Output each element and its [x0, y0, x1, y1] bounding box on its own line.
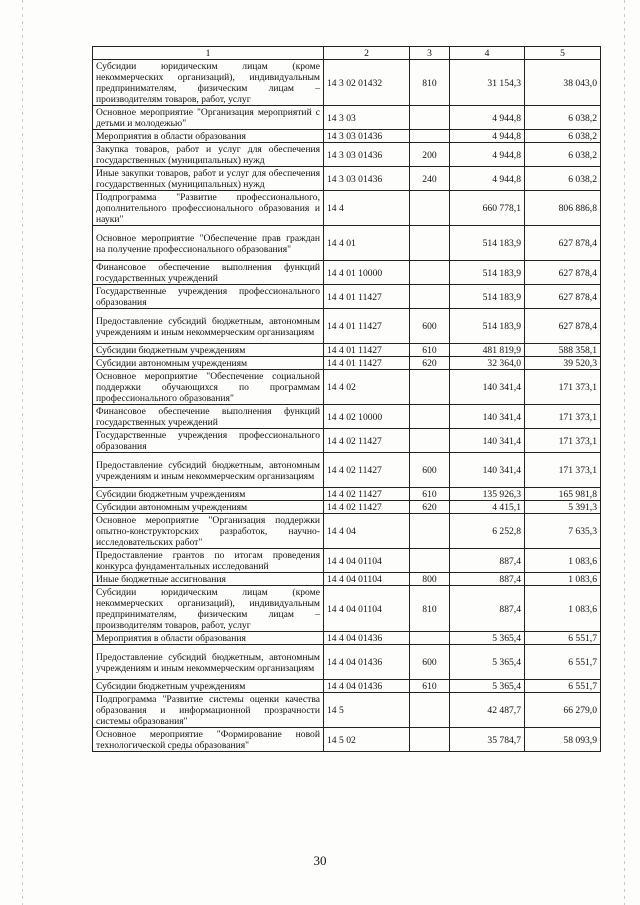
col5-value: 171 373,1 [525, 405, 601, 429]
table-row [93, 514, 601, 549]
name-cell: Мероприятия в области образования [93, 632, 324, 645]
col4-value: 31 154,3 [450, 60, 525, 106]
header-cell-5: 5 [525, 47, 601, 60]
left-scan-edge [22, 0, 23, 905]
col5-value: 627 878,4 [525, 226, 601, 261]
table-row [93, 143, 601, 167]
code-cell: 14 3 03 01436 [324, 130, 410, 143]
vr-cell [410, 106, 450, 130]
vr-cell: 800 [410, 573, 450, 586]
table-row [93, 191, 601, 226]
header-cell-1: 1 [93, 47, 324, 60]
col5-value: 6 551,7 [525, 645, 601, 680]
code-cell: 14 4 01 11427 [324, 344, 410, 357]
name-cell: Подпрограмма "Развитие профессионального, дополнительного профессионального образования и науки" [93, 191, 324, 226]
name-cell: Предоставление субсидий бюджетным, автономным учреждениям и иным некоммерческим организациям [93, 309, 324, 344]
name-cell: Мероприятия в области образования [93, 130, 324, 143]
header-row [93, 47, 601, 60]
col5-value: 58 093,9 [525, 728, 601, 752]
table-row [93, 549, 601, 573]
col4-value: 32 364,0 [450, 357, 525, 370]
name-cell: Предоставление грантов по итогам проведения конкурса фундаментальных исследований [93, 549, 324, 573]
table-row [93, 357, 601, 370]
col4-value: 5 365,4 [450, 632, 525, 645]
col4-value: 140 341,4 [450, 370, 525, 405]
vr-cell [410, 261, 450, 285]
code-cell: 14 4 01 [324, 226, 410, 261]
vr-cell: 620 [410, 501, 450, 514]
code-cell: 14 4 02 10000 [324, 405, 410, 429]
col4-value: 4 944,8 [450, 106, 525, 130]
col5-value: 171 373,1 [525, 370, 601, 405]
header-cell-4: 4 [450, 47, 525, 60]
vr-cell [410, 130, 450, 143]
vr-cell: 610 [410, 680, 450, 693]
vr-cell: 600 [410, 645, 450, 680]
vr-cell: 600 [410, 453, 450, 488]
col5-value: 627 878,4 [525, 309, 601, 344]
name-cell: Основное мероприятие "Обеспечение прав граждан на получение профессионального образования" [93, 226, 324, 261]
col5-value: 171 373,1 [525, 453, 601, 488]
table-row [93, 501, 601, 514]
code-cell: 14 4 04 [324, 514, 410, 549]
vr-cell [410, 226, 450, 261]
table-row [93, 106, 601, 130]
page-number: 30 [313, 853, 327, 868]
col4-value: 514 183,9 [450, 261, 525, 285]
header-cell-2: 2 [324, 47, 410, 60]
vr-cell: 600 [410, 309, 450, 344]
table-row [93, 405, 601, 429]
name-cell: Основное мероприятие "Организация мероприятий с детьми и молодежью" [93, 106, 324, 130]
code-cell: 14 4 04 01436 [324, 632, 410, 645]
table-row [93, 488, 601, 501]
col4-value: 5 365,4 [450, 680, 525, 693]
name-cell: Подпрограмма "Развитие системы оценки качества образования и информационной прозрачности системы образования" [93, 693, 324, 728]
col5-value: 165 981,8 [525, 488, 601, 501]
code-cell: 14 4 01 11427 [324, 285, 410, 309]
col5-value: 627 878,4 [525, 285, 601, 309]
col4-value: 660 778,1 [450, 191, 525, 226]
name-cell: Субсидии юридическим лицам (кроме некоммерческих организаций), индивидуальным предпринимателям, физическим лицам – производителям товаров, работ, услуг [93, 586, 324, 632]
code-cell: 14 4 02 [324, 370, 410, 405]
budget-table [92, 46, 601, 752]
vr-cell [410, 429, 450, 453]
table-row [93, 167, 601, 191]
code-cell: 14 4 02 11427 [324, 453, 410, 488]
vr-cell: 810 [410, 586, 450, 632]
code-cell: 14 4 [324, 191, 410, 226]
col4-value: 35 784,7 [450, 728, 525, 752]
table-row [93, 309, 601, 344]
table-row [93, 728, 601, 752]
vr-cell: 240 [410, 167, 450, 191]
vr-cell [410, 632, 450, 645]
vr-cell: 610 [410, 488, 450, 501]
name-cell: Закупка товаров, работ и услуг для обеспечения государственных (муниципальных) нужд [93, 143, 324, 167]
col5-value: 6 038,2 [525, 106, 601, 130]
col4-value: 481 819,9 [450, 344, 525, 357]
col4-value: 887,4 [450, 573, 525, 586]
col5-value: 6 038,2 [525, 130, 601, 143]
col5-value: 6 551,7 [525, 632, 601, 645]
col5-value: 1 083,6 [525, 573, 601, 586]
code-cell: 14 4 02 11427 [324, 429, 410, 453]
vr-cell [410, 370, 450, 405]
code-cell: 14 4 02 11427 [324, 488, 410, 501]
table-row [93, 285, 601, 309]
col4-value: 4 944,8 [450, 167, 525, 191]
table-row [93, 130, 601, 143]
name-cell: Предоставление субсидий бюджетным, автономным учреждениям и иным некоммерческим организациям [93, 453, 324, 488]
col5-value: 1 083,6 [525, 586, 601, 632]
col4-value: 887,4 [450, 586, 525, 632]
table-row [93, 370, 601, 405]
col4-value: 140 341,4 [450, 453, 525, 488]
code-cell: 14 5 [324, 693, 410, 728]
col4-value: 6 252,8 [450, 514, 525, 549]
name-cell: Субсидии автономным учреждениям [93, 357, 324, 370]
col4-value: 42 487,7 [450, 693, 525, 728]
col4-value: 140 341,4 [450, 429, 525, 453]
code-cell: 14 4 04 01104 [324, 573, 410, 586]
vr-cell: 200 [410, 143, 450, 167]
table-row [93, 261, 601, 285]
table-row [93, 226, 601, 261]
col4-value: 4 944,8 [450, 143, 525, 167]
code-cell: 14 4 02 11427 [324, 501, 410, 514]
col5-value: 627 878,4 [525, 261, 601, 285]
name-cell: Субсидии бюджетным учреждениям [93, 344, 324, 357]
right-scan-edge [624, 0, 625, 905]
name-cell: Финансовое обеспечение выполнения функций государственных учреждений [93, 261, 324, 285]
col5-value: 39 520,3 [525, 357, 601, 370]
code-cell: 14 3 03 [324, 106, 410, 130]
name-cell: Финансовое обеспечение выполнения функций государственных учреждений [93, 405, 324, 429]
col5-value: 66 279,0 [525, 693, 601, 728]
col4-value: 4 415,1 [450, 501, 525, 514]
code-cell: 14 5 02 [324, 728, 410, 752]
name-cell: Государственные учреждения профессионального образования [93, 429, 324, 453]
vr-cell: 610 [410, 344, 450, 357]
table-body [93, 60, 601, 752]
table-row [93, 60, 601, 106]
table-row [93, 693, 601, 728]
col5-value: 5 391,3 [525, 501, 601, 514]
code-cell: 14 4 04 01436 [324, 645, 410, 680]
col5-value: 7 635,3 [525, 514, 601, 549]
col4-value: 140 341,4 [450, 405, 525, 429]
code-cell: 14 3 03 01436 [324, 143, 410, 167]
vr-cell [410, 728, 450, 752]
vr-cell [410, 693, 450, 728]
table-row [93, 429, 601, 453]
name-cell: Субсидии бюджетным учреждениям [93, 488, 324, 501]
col5-value: 6 038,2 [525, 167, 601, 191]
col5-value: 6 551,7 [525, 680, 601, 693]
code-cell: 14 4 04 01104 [324, 549, 410, 573]
vr-cell: 620 [410, 357, 450, 370]
name-cell: Основное мероприятие "Организация поддержки опытно-конструкторских разработок, научно-исследовательских работ" [93, 514, 324, 549]
col4-value: 887,4 [450, 549, 525, 573]
col4-value: 5 365,4 [450, 645, 525, 680]
col4-value: 4 944,8 [450, 130, 525, 143]
name-cell: Предоставление субсидий бюджетным, автономным учреждениям и иным некоммерческим организациям [93, 645, 324, 680]
col5-value: 6 038,2 [525, 143, 601, 167]
vr-cell: 810 [410, 60, 450, 106]
code-cell: 14 3 02 01432 [324, 60, 410, 106]
code-cell: 14 3 03 01436 [324, 167, 410, 191]
col5-value: 806 886,8 [525, 191, 601, 226]
name-cell: Государственные учреждения профессионального образования [93, 285, 324, 309]
col4-value: 514 183,9 [450, 285, 525, 309]
col5-value: 38 043,0 [525, 60, 601, 106]
col4-value: 514 183,9 [450, 226, 525, 261]
table-row [93, 680, 601, 693]
name-cell: Основное мероприятие "Обеспечение социальной поддержки обучающихся по программам профессионального образования" [93, 370, 324, 405]
name-cell: Субсидии бюджетным учреждениям [93, 680, 324, 693]
code-cell: 14 4 01 11427 [324, 357, 410, 370]
table-row [93, 573, 601, 586]
vr-cell [410, 405, 450, 429]
table-row [93, 586, 601, 632]
name-cell: Иные бюджетные ассигнования [93, 573, 324, 586]
vr-cell [410, 549, 450, 573]
name-cell: Субсидии юридическим лицам (кроме некоммерческих организаций), индивидуальным предпринимателям, физическим лицам – производителям товаров, работ, услуг [93, 60, 324, 106]
table-row [93, 632, 601, 645]
vr-cell [410, 191, 450, 226]
col5-value: 171 373,1 [525, 429, 601, 453]
name-cell: Иные закупки товаров, работ и услуг для обеспечения государственных (муниципальных) нужд [93, 167, 324, 191]
header-cell-3: 3 [410, 47, 450, 60]
table-row [93, 645, 601, 680]
code-cell: 14 4 04 01104 [324, 586, 410, 632]
col5-value: 1 083,6 [525, 549, 601, 573]
table-row [93, 344, 601, 357]
name-cell: Основное мероприятие "Формирование новой технологической среды образования" [93, 728, 324, 752]
col4-value: 135 926,3 [450, 488, 525, 501]
name-cell: Субсидии автономным учреждениям [93, 501, 324, 514]
code-cell: 14 4 01 11427 [324, 309, 410, 344]
code-cell: 14 4 01 10000 [324, 261, 410, 285]
code-cell: 14 4 04 01436 [324, 680, 410, 693]
vr-cell [410, 285, 450, 309]
col5-value: 588 358,1 [525, 344, 601, 357]
vr-cell [410, 514, 450, 549]
table-row [93, 453, 601, 488]
col4-value: 514 183,9 [450, 309, 525, 344]
